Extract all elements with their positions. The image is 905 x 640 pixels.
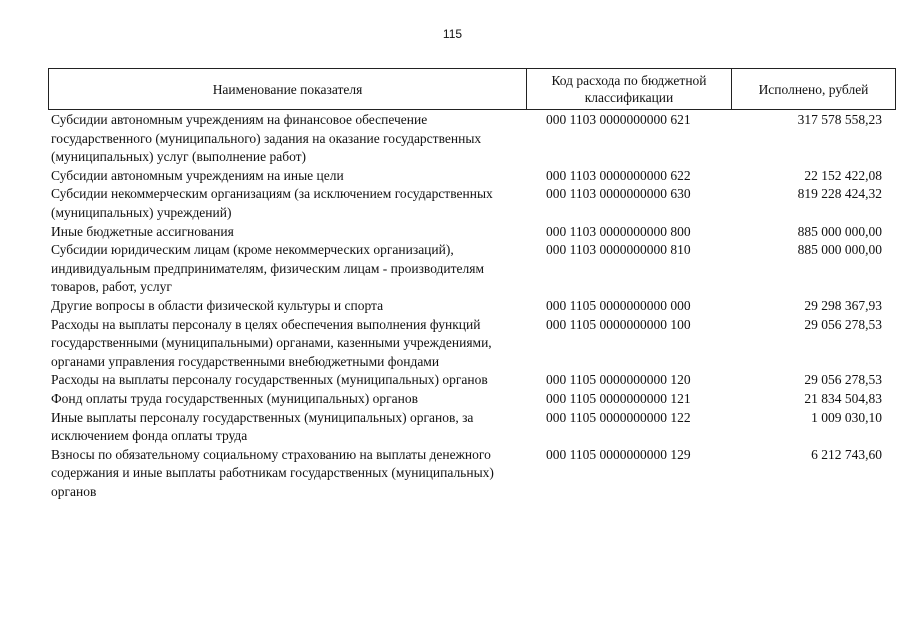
page-number: 115	[442, 27, 463, 41]
row-amount: 317 578 558,23	[797, 112, 882, 127]
row-amount: 29 056 278,53	[804, 372, 882, 388]
row-code: 000 1103 0000000000 621	[546, 112, 691, 127]
table-row	[48, 390, 895, 409]
header-code: Код расхода по бюджетной классификации	[527, 69, 732, 110]
table-row	[48, 446, 895, 502]
row-code: 000 1103 0000000000 810	[546, 242, 691, 258]
row-amount: 885 000 000,00	[797, 223, 882, 239]
table-row	[48, 167, 895, 186]
row-code: 000 1105 0000000000 129	[546, 446, 691, 462]
row-code: 000 1103 0000000000 622	[546, 167, 691, 183]
row-amount: 1 009 030,10	[811, 409, 882, 425]
row-name: Субсидии юридическим лицам (кроме некоммерческих организаций), индивидуальным предпринимателям, физическим лицам - производителям товаров, работ, услуг	[51, 242, 485, 295]
row-code: 000 1105 0000000000 120	[546, 372, 691, 388]
row-code: 000 1105 0000000000 100	[546, 316, 691, 332]
row-amount: 885 000 000,00	[797, 242, 882, 258]
table-body	[48, 111, 895, 501]
row-name: Иные бюджетные ассигнования	[51, 223, 234, 239]
row-name: Субсидии автономным учреждениям на иные цели	[51, 167, 344, 183]
row-amount: 22 152 422,08	[804, 167, 882, 183]
table-row	[48, 297, 895, 316]
table-row	[48, 409, 895, 446]
row-name: Другие вопросы в области физической культуры и спорта	[51, 297, 384, 313]
table-row	[48, 111, 895, 167]
row-amount: 29 298 367,93	[804, 297, 882, 313]
table-row	[48, 185, 895, 222]
row-name: Фонд оплаты труда государственных (муниципальных) органов	[51, 390, 418, 406]
table-header	[48, 68, 896, 110]
row-code: 000 1105 0000000000 000	[546, 297, 691, 313]
row-code: 000 1105 0000000000 122	[546, 409, 691, 425]
row-amount: 21 834 504,83	[804, 390, 882, 406]
row-name: Расходы на выплаты персоналу государственных (муниципальных) органов	[51, 372, 488, 388]
table-row	[48, 223, 895, 242]
row-amount: 29 056 278,53	[804, 316, 882, 332]
row-code: 000 1103 0000000000 800	[546, 223, 691, 239]
row-name: Взносы по обязательному социальному страхованию на выплаты денежного содержания и иные выплаты работникам государственных (муниципальных) органов	[51, 446, 494, 499]
table-row	[48, 371, 895, 390]
header-amount: Исполнено, рублей	[732, 69, 896, 110]
row-name: Субсидии некоммерческим организациям (за исключением государственных (муниципальных) учреждений)	[51, 186, 493, 220]
row-name: Иные выплаты персоналу государственных (муниципальных) органов, за исключением фонда оплаты труда	[51, 409, 474, 444]
row-amount: 6 212 743,60	[811, 446, 882, 462]
row-amount: 819 228 424,32	[797, 186, 882, 202]
row-code: 000 1103 0000000000 630	[546, 186, 691, 202]
row-name: Расходы на выплаты персоналу в целях обеспечения выполнения функций государственными (муниципальными) органами, казенными учреждениями, органами управления государственными внебюджетными фондами	[51, 316, 492, 369]
header-name: Наименование показателя	[49, 69, 527, 110]
table-row	[48, 316, 895, 372]
table-row	[48, 241, 895, 297]
row-name: Субсидии автономным учреждениям на финансовое обеспечение государственного (муниципального) задания на оказание государственных (муниципальных) услуг (выполнение работ)	[51, 112, 482, 165]
row-code: 000 1105 0000000000 121	[546, 390, 691, 406]
